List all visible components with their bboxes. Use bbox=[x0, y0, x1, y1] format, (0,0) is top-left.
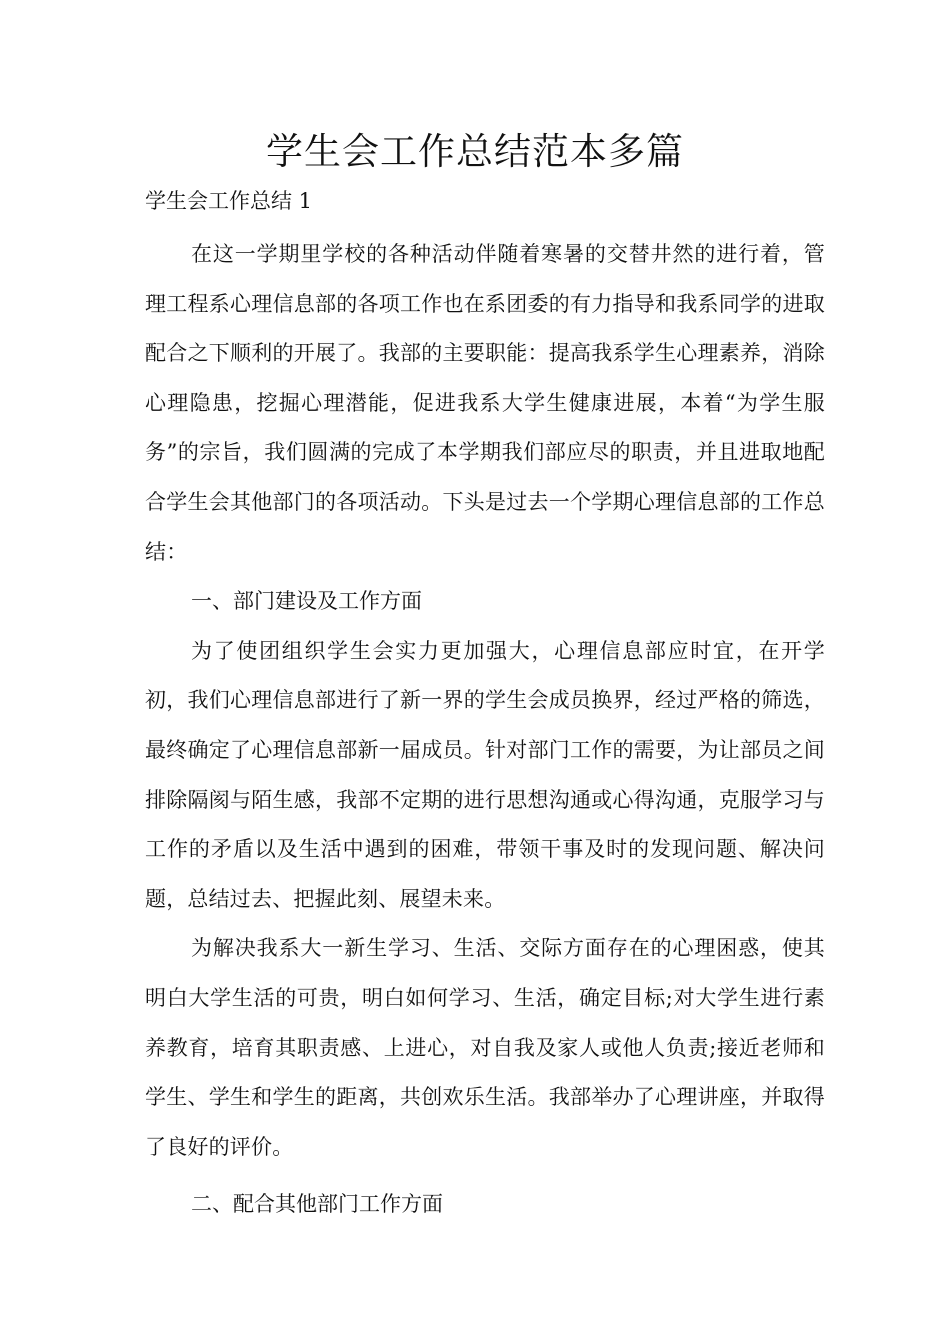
paragraph-department-building: 为了使团组织学生会实力更加强大，心理信息部应时宜，在开学初，我们心理信息部进行了新一界的学生会成员换界，经过严格的筛选，最终确定了心理信息部新一届成员。针对部门工作的需要，为让部员之间排除隔阂与陌生感，我部不定期的进行思想沟通或心得沟通，克服学习与工作的矛盾以及生活中遇到的困难，带领干事及时的发现问题、解决问题，总结过去、把握此刻、展望未来。 bbox=[145, 638, 825, 911]
paragraph-freshman-support: 为解决我系大一新生学习、生活、交际方面存在的心理困惑，使其明白大学生活的可贵，明白如何学习、生活，确定目标;对大学生进行素养教育，培育其职责感、上进心，对自我及家人或他人负责;接近老师和学生、学生和学生的距离，共创欢乐生活。我部举办了心理讲座，并取得了良好的评价。 bbox=[145, 936, 825, 1159]
document-title: 学生会工作总结范本多篇 bbox=[266, 130, 684, 173]
section-heading-2: 二、配合其他部门工作方面 bbox=[191, 1192, 443, 1217]
section-heading-1: 一、部门建设及工作方面 bbox=[191, 589, 422, 614]
document-body bbox=[145, 180, 825, 1230]
paragraph-intro: 在这一学期里学校的各种活动伴随着寒暑的交替井然的进行着，管理工程系心理信息部的各项工作也在系团委的有力指导和我系同学的进取配合之下顺利的开展了。我部的主要职能：提高我系学生心理素养，消除心理隐患，挖掘心理潜能，促进我系大学生健康进展，本着“为学生服务”的宗旨，我们圆满的完成了本学期我们部应尽的职责，并且进取地配合学生会其他部门的各项活动。下头是过去一个学期心理信息部的工作总结： bbox=[145, 242, 825, 564]
section-subtitle: 学生会工作总结 1 bbox=[145, 189, 313, 213]
